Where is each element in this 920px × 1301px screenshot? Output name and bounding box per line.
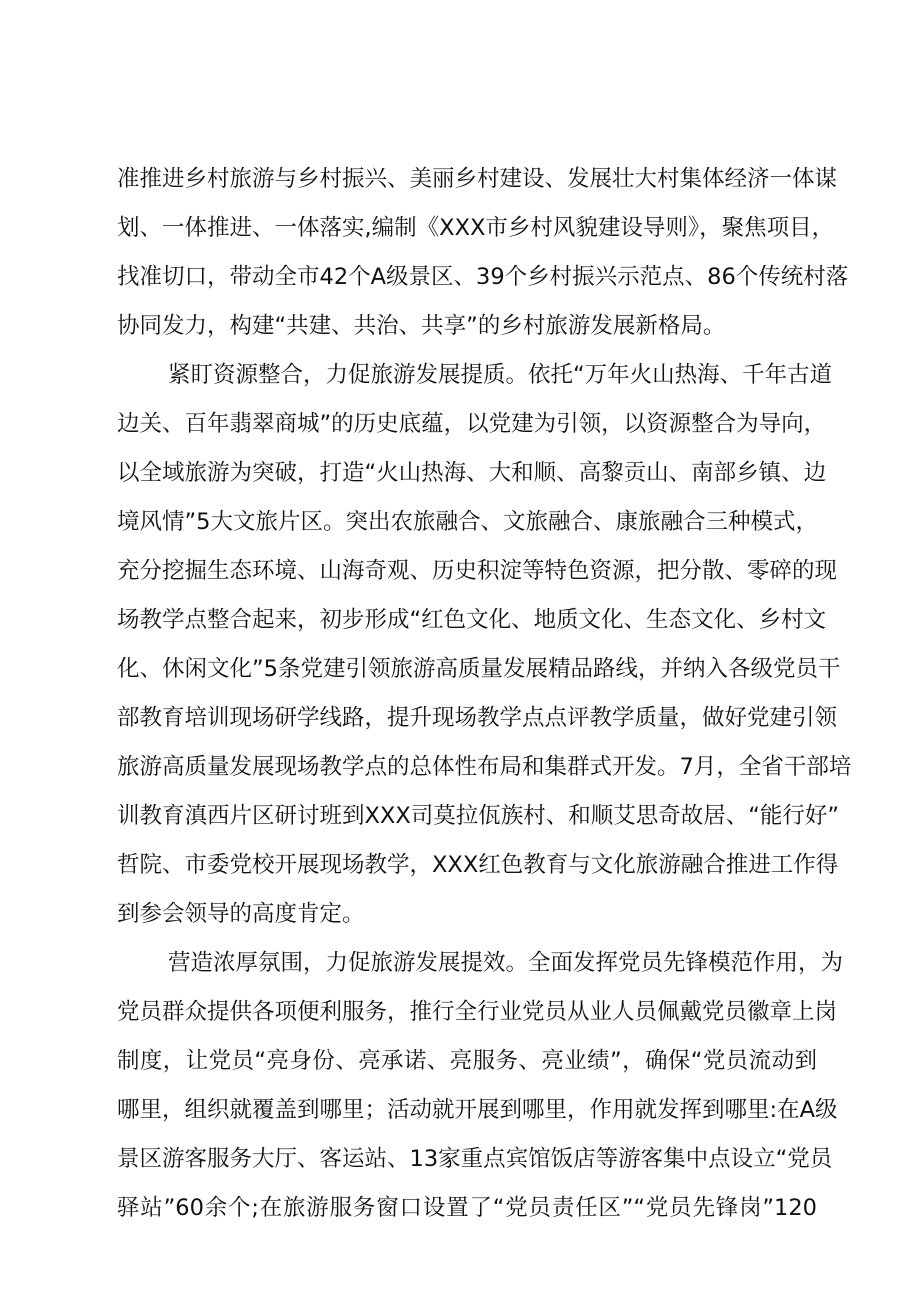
text-line: 边关、百年翡翠商城”的历史底蕴，以党建为引领，以资源整合为导向， — [117, 411, 827, 437]
text-line: 制度，让党员“亮身份、亮承诺、亮服务、亮业绩”，确保“党员流动到 — [117, 1048, 817, 1074]
text-line: 部教育培训现场研学线路，提升现场教学点点评教学质量，做好党建引领 — [117, 705, 838, 731]
text-line: 境风情”5大文旅片区。突出农旅融合、文旅融合、康旅融合三种模式， — [117, 509, 818, 535]
text-line: 充分挖掘生态环境、山海奇观、历史积淀等特色资源，把分散、零碎的现 — [117, 558, 838, 584]
text-line: 以全域旅游为突破，打造“火山热海、大和顺、高黎贡山、南部乡镇、边 — [117, 460, 827, 486]
text-line: 党员群众提供各项便利服务，推行全行业党员从业人员佩戴党员徽章上岗 — [117, 999, 838, 1025]
text-line: 化、休闲文化”5条党建引领旅游高质量发展精品路线，并纳入各级党员干 — [117, 656, 841, 682]
text-line: 驿站”60余个;在旅游服务窗口设置了“党员责任区”“党员先锋岗”120 — [117, 1195, 817, 1221]
paragraph-heading-line: 紧盯资源整合，力促旅游发展提质。依托“万年火山热海、千年古道 — [168, 362, 833, 388]
text-line: 协同发力，构建“共建、共治、共享”的乡村旅游发展新格局。 — [117, 313, 726, 339]
text-line: 哪里，组织就覆盖到哪里；活动就开展到哪里，作用就发挥到哪里:在A级 — [117, 1097, 838, 1123]
text-line: 场教学点整合起来，初步形成“红色文化、地质文化、生态文化、乡村文 — [117, 607, 827, 633]
text-line: 旅游高质量发展现场教学点的总体性布局和集群式开发。7月，全省干部培 — [117, 754, 852, 780]
text-line: 找准切口，带动全市42个A级景区、39个乡村振兴示范点、86个传统村落 — [117, 264, 849, 290]
text-line: 景区游客服务大厅、客运站、13家重点宾馆饭店等游客集中点设立“党员 — [117, 1146, 833, 1172]
paragraph-heading-line: 营造浓厚氛围，力促旅游发展提效。全面发挥党员先锋模范作用，为 — [168, 950, 844, 976]
text-line: 准推进乡村旅游与乡村振兴、美丽乡村建设、发展壮大村集体经济一体谋 — [117, 166, 838, 192]
text-line: 划、一体推进、一体落实,编制《XXX市乡村风貌建设导则》，聚焦项目， — [117, 215, 835, 241]
text-line: 训教育滇西片区研讨班到XXX司莫拉佤族村、和顺艾思奇故居、“能行好” — [117, 803, 840, 829]
text-line: 到参会领导的高度肯定。 — [117, 901, 365, 927]
text-line: 哲院、市委党校开展现场教学，XXX红色教育与文化旅游融合推进工作得 — [117, 852, 839, 878]
